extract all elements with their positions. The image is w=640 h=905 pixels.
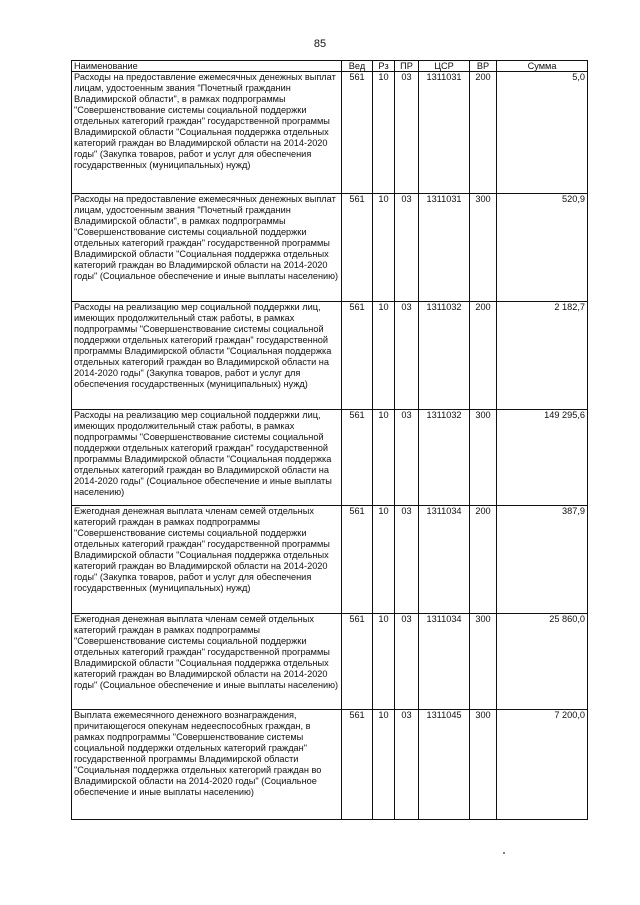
row-name: Ежегодная денежная выплата членам семей отдельных категорий граждан в рамках подпрограммы "Совершенствование системы социальной поддержки отдельных категорий граждан" государственной программы Владимирской области "Социальная поддержка отдельных категорий граждан во Владимирской области на 2014-2020 годы" (Закупка товаров, работ и услуг для обеспечения государственных (муниципальных) нужд): [72, 506, 342, 614]
row-ved: 561: [342, 710, 373, 820]
row-sum: 25 860,0: [497, 614, 588, 710]
row-ved: 561: [342, 302, 373, 410]
table-row: [72, 710, 588, 820]
header-ved: Вед: [342, 61, 373, 72]
row-sum: 5,0: [497, 72, 588, 194]
row-csr: 1311034: [419, 614, 470, 710]
scan-speck: [503, 852, 505, 854]
row-ved: 561: [342, 614, 373, 710]
row-rz: 10: [373, 506, 395, 614]
row-rz: 10: [373, 302, 395, 410]
row-sum: 7 200,0: [497, 710, 588, 820]
page-number: 85: [313, 38, 327, 50]
header-name: Наименование: [72, 61, 342, 72]
row-name: Расходы на реализацию мер социальной поддержки лиц, имеющих продолжительный стаж работы, в рамках подпрограммы "Совершенствование системы социальной поддержки отдельных категорий граждан" государственной программы Владимирской области "Социальная поддержка отдельных категорий граждан во Владимирской области на 2014-2020 годы" (Закупка товаров, работ и услуг для обеспечения государственных (муниципальных) нужд): [72, 302, 342, 410]
row-pr: 03: [395, 72, 419, 194]
header-pr: ПР: [395, 61, 419, 72]
row-name: Ежегодная денежная выплата членам семей отдельных категорий граждан в рамках подпрограммы "Совершенствование системы социальной поддержки отдельных категорий граждан" государственной программы Владимирской области "Социальная поддержка отдельных категорий граждан во Владимирской области на 2014-2020 годы" (Социальное обеспечение и иные выплаты населению): [72, 614, 342, 710]
table-row: [72, 506, 588, 614]
row-vr: 200: [470, 506, 497, 614]
row-ved: 561: [342, 506, 373, 614]
row-name: Выплата ежемесячного денежного вознаграждения, причитающегося опекунам недееспособных граждан, в рамках подпрограммы "Совершенствование системы социальной поддержки отдельных категорий граждан" государственной программы Владимирской области "Социальная поддержка отдельных категорий граждан во Владимирской области на 2014-2020 годы" (Социальное обеспечение и иные выплаты населению): [72, 710, 342, 820]
row-vr: 300: [470, 410, 497, 506]
row-sum: 2 182,7: [497, 302, 588, 410]
row-rz: 10: [373, 710, 395, 820]
header-csr: ЦСР: [419, 61, 470, 72]
row-ved: 561: [342, 194, 373, 302]
row-name: Расходы на предоставление ежемесячных денежных выплат лицам, удостоенным звания "Почетный гражданин Владимирской области", в рамках подпрограммы "Совершенствование системы социальной поддержки отдельных категорий граждан" государственной программы Владимирской области "Социальная поддержка отдельных категорий граждан во Владимирской области на 2014-2020 годы" (Социальное обеспечение и иные выплаты населению): [72, 194, 342, 302]
row-ved: 561: [342, 410, 373, 506]
row-pr: 03: [395, 302, 419, 410]
row-sum: 387,9: [497, 506, 588, 614]
header-rz: Рз: [373, 61, 395, 72]
budget-table: [71, 60, 588, 820]
row-rz: 10: [373, 614, 395, 710]
table-row: [72, 194, 588, 302]
header-sum: Сумма: [497, 61, 588, 72]
table-row: [72, 302, 588, 410]
row-ved: 561: [342, 72, 373, 194]
row-vr: 200: [470, 302, 497, 410]
row-rz: 10: [373, 194, 395, 302]
row-csr: 1311032: [419, 410, 470, 506]
row-csr: 1311045: [419, 710, 470, 820]
row-vr: 300: [470, 614, 497, 710]
row-csr: 1311031: [419, 72, 470, 194]
row-pr: 03: [395, 410, 419, 506]
row-rz: 10: [373, 72, 395, 194]
row-sum: 520,9: [497, 194, 588, 302]
row-name: Расходы на предоставление ежемесячных денежных выплат лицам, удостоенным звания "Почетный гражданин Владимирской области", в рамках подпрограммы "Совершенствование системы социальной поддержки отдельных категорий граждан" государственной программы Владимирской области "Социальная поддержка отдельных категорий граждан во Владимирской области на 2014-2020 годы" (Закупка товаров, работ и услуг для обеспечения государственных (муниципальных) нужд): [72, 72, 342, 194]
table-row: [72, 614, 588, 710]
row-pr: 03: [395, 506, 419, 614]
row-pr: 03: [395, 614, 419, 710]
row-sum: 149 295,6: [497, 410, 588, 506]
row-name: Расходы на реализацию мер социальной поддержки лиц, имеющих продолжительный стаж работы, в рамках подпрограммы "Совершенствование системы социальной поддержки отдельных категорий граждан" государственной программы Владимирской области "Социальная поддержка отдельных категорий граждан во Владимирской области на 2014-2020 годы" (Социальное обеспечение и иные выплаты населению): [72, 410, 342, 506]
header-row: [72, 61, 588, 72]
header-vr: ВР: [470, 61, 497, 72]
row-rz: 10: [373, 410, 395, 506]
row-pr: 03: [395, 710, 419, 820]
row-csr: 1311032: [419, 302, 470, 410]
row-vr: 300: [470, 194, 497, 302]
row-csr: 1311031: [419, 194, 470, 302]
row-vr: 300: [470, 710, 497, 820]
table-row: [72, 410, 588, 506]
row-pr: 03: [395, 194, 419, 302]
table-row: [72, 72, 588, 194]
row-vr: 200: [470, 72, 497, 194]
row-csr: 1311034: [419, 506, 470, 614]
